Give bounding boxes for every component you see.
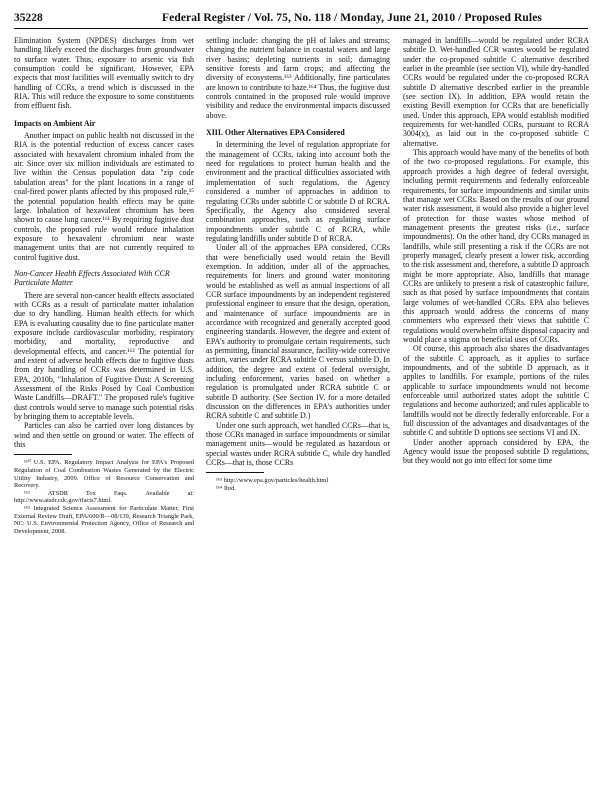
paragraph: In determining the level of regulation appropriate for the management of CCRs, taking into account both the need for regulations to protect human health and the environment and the practical difficulties associated with implementation of such regulations, the Agency considered a number of approaches in addition to regulating CCRs under subtitle C or subtitle D of RCRA. Specifically, the Agency also considered several combination approaches, such as regulating surface impoundments under subtitle C of RCRA, while regulating landfills under subtitle D of RCRA. — [206, 140, 390, 243]
column-middle — [206, 36, 390, 493]
paragraph: Under one such approach, wet handled CCRs—that is, those CCRs managed in surface impoundments or similar management units—would be regulated as hazardous or special wastes under RCRA subtitle C, while dry handled CCRs—that is, those CCRs — [206, 420, 390, 468]
section-heading: XIII. Other Alternatives EPA Considered — [206, 128, 345, 138]
footnote: ¹⁶⁰ U.S. EPA. Regulatory Impact Analysis for EPA's Proposed Regulation of Coal Combustion Wastes Generated by the Electric Utility Industry, 2009. Office of Resource Conservation and Recovery. — [14, 459, 194, 490]
page-header — [14, 12, 588, 29]
footnote: ¹⁶¹ ATSDR Tox Faqs. Available at: http://www.atsdr.cdc.gov/tfacts7.html. — [14, 489, 194, 505]
paragraph: Another impact on public health not discussed in the RIA is the potential reduction of excess cancer cases associated with hexavalent chromium inhaled from the air. Since over six million individuals are estimated to live within the Census population data "zip code tabulation areas" for the plant locations in a range of coal-fired power plants affected by this proposed rule,¹⁵ the potential population health effects may be quite large. Inhalation of hexavalent chromium has been shown to cause lung cancer.¹⁶¹ By requiring fugitive dust controls, the proposed rule would reduce inhalation exposure to hexavalent chromium near waste management units that are not currently required to control fugitive dust. — [14, 131, 194, 262]
paragraph: This approach would have many of the benefits of both of the two co-proposed regulations. For example, this approach provides a high degree of federal oversight, including permit requirements and federally enforceable requirements, for surface impoundments and similar units that manage wet CCRs. Based on the results of our ground water risk assessment, it would also provide a higher level of protection for those wastes whose method of management presents the greatest risks (i.e., surface impoundments). On the other hand, dry CCRs managed in landfills, while still presenting a risk if the CCRs are not properly managed, clearly present a lower risk, according to the risk assessment and, therefore, a subtitle D approach might be more appropriate. Also, landfills that manage CCRs are unlikely to present a risk of catastrophic failure, such as that posed by surface impoundments that contain large volumes of wet-handled CCRs. EPA also believes this approach would address the concerns of many commenters who expressed their views that subtitle C regulations would overwhelm offsite disposal capacity and would place a stigma on beneficial uses of CCRs. — [403, 148, 589, 344]
paragraph: Elimination System (NPDES) discharges from wet handling likely exceed the discharges from groundwater to surface water. Thus, exposure to arsenic via fish consumption could be significant. However, EPA expects that most facilities will eventually switch to dry handling of CCRs, a trend which is discussed in the RIA. This will reduce the exposure to some constituents from effluent fish. — [14, 36, 194, 111]
paragraph: There are several non-cancer health effects associated with CCRs as a result of particulate matter inhalation due to dry handling. Human health effects for which EPA is evaluating causality due to fine particulate matter exposure include cardiovascular morbidity, respiratory morbidity, and mortality, reproductive and developmental effects, and cancer.¹⁶² The potential for and extent of adverse health effects due to fugitive dusts from dry handling of CCRs was determined in U.S. EPA, 2010b, "Inhalation of Fugitive Dust: A Screening Assessment of the Risks Posed by Coal Combustion Waste Landfills—DRAFT." The proposed rule's fugitive dust controls would serve to manage such potential risks by bringing them to acceptable levels. — [14, 290, 194, 422]
paragraph: Of course, this approach also shares the disadvantages of the subtitle C approach, as it applies to surface impoundments, and of the subtitle D approach, as it applies to landfills. For example, portions of the rules applicable to surface impoundments would not become enforceable until authorized states adopt the subtitle C regulations and become authorized; and rules applicable to landfills would not be directly federally enforceable. For a full discussion of the advantages and disadvantages of the subtitle C and subtitle D options see sections VI and IX. — [403, 344, 589, 438]
column-left — [14, 36, 194, 535]
footnote: ¹⁶⁴ Ibid. — [216, 485, 236, 493]
page-number: 35228 — [14, 12, 43, 24]
section-heading: Non-Cancer Health Effects Associated With CCR Particulate Matter — [14, 268, 170, 288]
paragraph: Under all of the approaches EPA considered, CCRs that were beneficially used would retain the Bevill exemption. In addition, under all of the approaches, requirements for liners and ground water monitoring would be established as well as annual inspections of all CCR surface impoundments by an independent registered professional engineer to ensure that the design, operation, and maintenance of surface impoundments are in accordance with recognized and generally accepted good engineering standards. However, the degree and extent of EPA's authority to promulgate certain requirements, such as permitting, financial assurance, facility-wide corrective action, varies under RCRA subtitle C versus subtitle D. In addition, the degree and extent of federal oversight, including enforcement, varies based on whether a regulation is promulgated under RCRA subtitle C or subtitle D authority. (See Section IV. for a more detailed discussion on the differences in EPA's authorities under RCRA subtitle C and subtitle D.) — [206, 243, 390, 421]
paragraph: settling include: changing the pH of lakes and streams; changing the nutrient balance in coastal waters and large river basins; depleting nutrients in soil; damaging sensitive forests and farm crops; and affecting the diversity of ecosystems.¹⁶³ Additionally, fine particulates are known to contribute to haze.¹⁶⁴ Thus, the fugitive dust controls contained in the proposed rule would improve visibility and reduce the environmental impacts discussed above. — [206, 36, 390, 120]
paragraph: Particles can also be carried over long distances by wind and then settle on ground or water. The effects of this — [14, 421, 194, 450]
footnote: ¹⁶³ http://www.epa.gov/particles/health.html — [216, 477, 329, 485]
running-title: Federal Register / Vol. 75, No. 118 / Monday, June 21, 2010 / Proposed Rules — [162, 12, 542, 24]
paragraph: managed in landfills—would be regulated under RCRA subtitle D. Wet-handled CCR wastes would be regulated under the co-proposed subtitle C alternative described earlier in the preamble (see section VI), while dry-handled CCRs would be regulated under the co-proposed RCRA subtitle D alternative described earlier in the preamble (see section IX). In addition, EPA would retain the existing Bevill exemption for CCRs that are beneficially used. Under this approach, EPA would establish modified requirements for wet-handled CCRs, pursuant to RCRA 3004(x), as laid out in the co-proposed subtitle C alternative. — [403, 36, 589, 148]
column-right — [403, 36, 589, 466]
section-heading: Impacts on Ambient Air — [14, 118, 96, 128]
paragraph: Under another approach considered by EPA, the Agency would issue the proposed subtitle D regulations, but they would not go into effect for some time — [403, 437, 589, 466]
footnote: ¹⁶² Integrated Science Assessment for Particulate Matter, First External Review Draft, EPA/600/R—08/139, Research Triangle Park, NC: U.S. Environmental Protection Agency, Office of Research and Development, 2008. — [14, 505, 194, 535]
footnote-divider — [206, 472, 264, 473]
footnote-divider — [14, 454, 72, 455]
